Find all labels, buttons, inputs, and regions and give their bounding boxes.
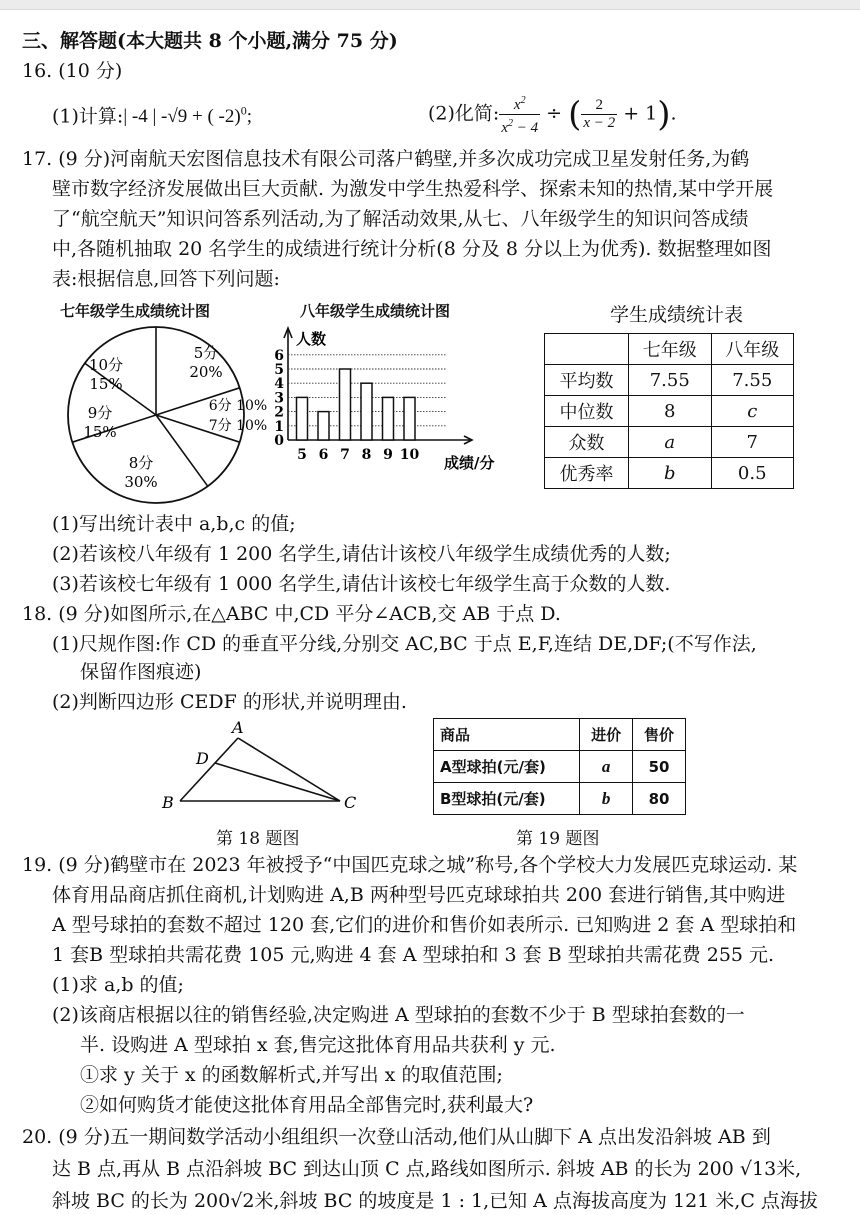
q18-caption: 第 18 题图 — [216, 829, 300, 849]
q17-line-5: 表:根据信息,回答下列问题: — [52, 268, 280, 290]
q18-line-3: 保留作图痕迹) — [80, 661, 202, 683]
pie-slice-label: 6分 10% — [208, 398, 268, 414]
stat-table-header — [545, 334, 794, 365]
pie-slice-label: 10分 — [88, 356, 124, 374]
pie-slice-percent: 30% — [124, 473, 158, 491]
pie-slice-label: 8分 — [128, 454, 154, 472]
q20-line-1: 20. (9 分)五一期间数学活动小组组织一次登山活动,他们从山脚下 A 点出发沿斜坡 AB 到 — [22, 1126, 771, 1148]
point-d-label: D — [196, 749, 209, 768]
q16-fraction-2: $\frac{2}{x - 2}$ — [583, 97, 616, 131]
bar — [361, 383, 372, 440]
q16-number: 16. (10 分) — [22, 60, 123, 82]
pie-slice-label: 5分 — [193, 344, 219, 362]
x-tick-label: 5 — [297, 447, 307, 463]
q19-part-2-line-1: (2)该商店根据以往的销售经验,决定购进 A 型球拍的套数不少于 B 型球拍套数的一 — [52, 1004, 745, 1026]
bar — [404, 397, 415, 440]
stat-table — [544, 333, 794, 489]
stat-table-row — [545, 458, 794, 489]
q20-line-2: 达 B 点,再从 B 点沿斜坡 BC 到达山顶 C 点,路线如图所示. 斜坡 AB 的长为 200 √13米, — [52, 1158, 802, 1180]
q16-part1-prefix: (1)计算: — [52, 105, 124, 128]
q19-line-2: 体育用品商店抓住商机,计划购进 A,B 两种型号匹克球球拍共 200 套进行销售,其中购进 — [52, 884, 786, 906]
y-tick-label: 5 — [274, 362, 284, 378]
price-table-cell: 50 — [633, 751, 686, 783]
stat-table-title: 学生成绩统计表 — [610, 304, 744, 326]
vertex-c-label: C — [344, 793, 357, 812]
y-axis-label: 人数 — [296, 330, 327, 348]
q19-part-2-line-2: 半. 设购进 A 型球拍 x 套,售完这批体育用品共获利 y 元. — [80, 1034, 556, 1056]
q16-part2-prefix: (2)化简: — [428, 102, 500, 125]
price-table-cell: 商品 — [434, 719, 580, 751]
q16-part1-expr: | -4 | -√9 + ( -2)$^0$; — [123, 104, 252, 128]
stat-table-cell: c — [711, 396, 794, 427]
price-table-cell: 售价 — [633, 719, 686, 751]
bar-chart — [262, 322, 527, 502]
stat-table-cell: b — [629, 458, 712, 489]
stat-table-cell: 优秀率 — [545, 458, 629, 489]
q16-right-paren: ) — [657, 94, 671, 135]
x-tick-label: 9 — [383, 447, 393, 463]
side-ac — [238, 738, 340, 801]
side-ab — [180, 738, 238, 801]
pie-chart-title: 七年级学生成绩统计图 — [60, 302, 211, 320]
stat-table-cell: 7.55 — [711, 365, 794, 396]
vertex-a-label: A — [232, 718, 244, 737]
q16-left-paren: ( — [568, 94, 582, 135]
q19-caption: 第 19 题图 — [516, 829, 600, 849]
segment-cd — [215, 763, 340, 801]
q17-part-3: (3)若该校七年级有 1 000 名学生,请估计该校七年级学生高于众数的人数. — [52, 573, 671, 595]
stat-table-cell: a — [629, 427, 712, 458]
stat-table-cell: 中位数 — [545, 396, 629, 427]
stat-table-cell: 8 — [629, 396, 712, 427]
y-tick-label: 1 — [274, 418, 284, 435]
price-table-header — [434, 719, 686, 751]
stat-table-cell: 7 — [711, 427, 794, 458]
q19-sub-1: ①求 y 关于 x 的函数解析式,并写出 x 的取值范围; — [80, 1064, 503, 1086]
q19-line-3: A 型号球拍的套数不超过 120 套,它们的进价和售价如表所示. 已知购进 2 套 A 型球拍和 — [52, 914, 797, 936]
stat-table-cell: 七年级 — [629, 334, 712, 365]
y-tick-label: 0 — [274, 433, 284, 449]
page-top-strip — [0, 0, 860, 10]
x-tick-label: 8 — [361, 447, 372, 463]
y-tick-label: 6 — [274, 347, 284, 364]
q17-line-1: 17. (9 分)河南航天宏图信息技术有限公司落户鹤壁,并多次成功完成卫星发射任务,为鹤 — [22, 148, 750, 170]
q17-line-3: 了“航空航天”知识问答系列活动,为了解活动效果,从七、八年级学生的知识问答成绩 — [52, 208, 749, 230]
pie-slice-label: 9分 — [87, 404, 113, 422]
pie-slice-label: 7分 10% — [208, 418, 268, 434]
bar-chart-title: 八年级学生成绩统计图 — [300, 302, 451, 320]
y-tick-label: 2 — [274, 404, 284, 421]
price-table-row — [434, 783, 686, 815]
pie-slice-percent: 15% — [83, 423, 117, 441]
q17-line-4: 中,各随机抽取 20 名学生的成绩进行统计分析(8 分及 8 分以上为优秀). 数据整理如图 — [52, 238, 772, 260]
q16-part2: (2)化简: $\frac{x^2}{x^2 - 4}$ ÷ ( $\frac{2}{x - 2}$ + 1). — [428, 92, 677, 137]
bar — [340, 369, 351, 440]
bar — [318, 412, 329, 440]
stat-table-cell: 7.55 — [629, 365, 712, 396]
vertex-b-label: B — [162, 793, 174, 812]
q18-line-4: (2)判断四边形 CEDF 的形状,并说明理由. — [52, 691, 407, 713]
q16-part1 — [52, 98, 252, 130]
x-tick-label: 6 — [318, 447, 329, 463]
bar — [297, 397, 308, 440]
q19-sub-2: ②如何购货才能使这批体育用品全部售完时,获利最大? — [80, 1094, 534, 1116]
stat-table-cell: 平均数 — [545, 365, 629, 396]
y-tick-label: 4 — [274, 376, 284, 393]
pie-chart — [56, 320, 268, 510]
q17-part-2: (2)若该校八年级有 1 200 名学生,请估计该校八年级学生成绩优秀的人数; — [52, 543, 671, 565]
price-table-cell: a — [580, 751, 633, 783]
stat-table-cell: 0.5 — [711, 458, 794, 489]
q19-line-4: 1 套B 型球拍共需花费 105 元,购进 4 套 A 型球拍和 3 套 B 型球拍共需花费 255 元. — [52, 944, 775, 966]
pie-slice-percent: 20% — [189, 363, 223, 381]
price-table-cell: A型球拍(元/套) — [434, 751, 580, 783]
x-tick-label: 7 — [340, 447, 350, 463]
price-table-cell: 80 — [633, 783, 686, 815]
section-header: 三、解答题(本大题共 8 个小题,满分 75 分) — [22, 30, 398, 52]
q19-part-1: (1)求 a,b 的值; — [52, 974, 184, 996]
pie-slice-percent: 15% — [89, 375, 123, 393]
stat-table-row — [545, 427, 794, 458]
price-table-row — [434, 751, 686, 783]
stat-table-cell: 众数 — [545, 427, 629, 458]
stat-table-row — [545, 396, 794, 427]
stat-table-cell — [545, 334, 629, 365]
price-table-cell: B型球拍(元/套) — [434, 783, 580, 815]
triangle-figure — [150, 718, 380, 818]
q17-line-2: 壁市数字经济发展做出巨大贡献. 为激发中学生热爱科学、探索未知的热情,某中学开展 — [52, 178, 774, 200]
q17-part-1: (1)写出统计表中 a,b,c 的值; — [52, 513, 296, 535]
q16-fraction-1: $\frac{x^2}{x^2 - 4}$ — [499, 92, 540, 137]
bar — [383, 397, 394, 440]
stat-table-cell: 八年级 — [711, 334, 794, 365]
q18-line-2: (1)尺规作图:作 CD 的垂直平分线,分别交 AC,BC 于点 E,F,连结 DE,DF;(不写作法, — [52, 633, 757, 655]
q18-line-1: 18. (9 分)如图所示,在△ABC 中,CD 平分∠ACB,交 AB 于点 D. — [22, 603, 561, 625]
y-tick-label: 3 — [274, 390, 284, 407]
price-table-cell: 进价 — [580, 719, 633, 751]
stat-table-row — [545, 365, 794, 396]
x-axis-label: 成绩/分 — [444, 454, 495, 472]
x-tick-label: 10 — [399, 447, 420, 463]
price-table-cell: b — [580, 783, 633, 815]
price-table — [433, 718, 686, 815]
q20-line-3: 斜坡 BC 的长为 200√2米,斜坡 BC 的坡度是 1 : 1,已知 A 点海拔高度为 121 米,C 点海拔 — [52, 1190, 818, 1212]
q19-line-1: 19. (9 分)鹤壁市在 2023 年被授予“中国匹克球之城”称号,各个学校大力发展匹克球运动. 某 — [22, 854, 798, 876]
